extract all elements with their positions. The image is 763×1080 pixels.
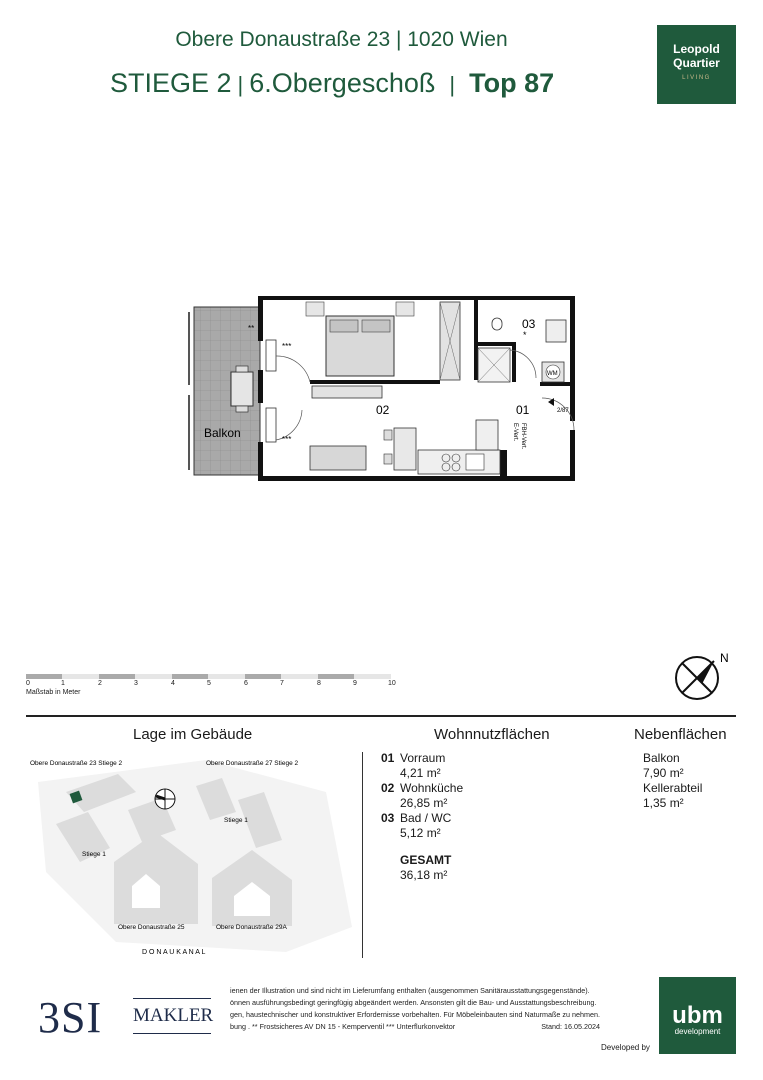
dining-table <box>394 428 416 470</box>
balcony-table <box>231 372 253 406</box>
unit-separator: | <box>237 72 244 97</box>
wm-label: WM <box>547 371 558 377</box>
list-item <box>381 751 581 766</box>
total-value: 36,18 m² <box>400 868 448 882</box>
living-areas-title: Wohnnutzflächen <box>434 726 550 743</box>
wall <box>258 442 263 481</box>
kitchen-counter <box>476 420 498 450</box>
wall <box>258 370 263 403</box>
room-name: Vorraum <box>400 751 446 765</box>
nightstand <box>396 302 414 316</box>
room-name: Wohnküche <box>400 781 464 795</box>
logo-line-3: LIVING <box>682 75 711 81</box>
scale-tick: 1 <box>61 680 65 687</box>
room-number: 01 <box>381 751 395 765</box>
sideboard <box>312 386 382 398</box>
list-item <box>381 781 581 796</box>
map-label: Obere Donaustraße 23 Stiege 2 <box>30 760 123 767</box>
logo-line-1: Leopold <box>673 42 720 56</box>
door-swing <box>276 356 310 382</box>
address: Obere Donaustraße 23 | 1020 Wien <box>175 28 508 51</box>
wall <box>474 342 516 346</box>
disclaimer <box>230 985 600 1033</box>
disclaimer-line: önnen ausführungsbedingt geringfügig abgeändert werden. Ansonsten gilt die Bau- und Ausstattungsbeschreibung. <box>230 998 597 1007</box>
chair <box>384 454 392 464</box>
toilet <box>492 318 502 330</box>
divider <box>26 715 736 717</box>
room-number: 02 <box>381 781 395 795</box>
sink <box>466 454 484 470</box>
nightstand <box>306 302 324 316</box>
balcony-label: Balkon <box>204 426 241 440</box>
unit-floor: 6.Obergeschoß <box>249 68 436 98</box>
secondary-areas-title: Nebenflächen <box>634 726 727 743</box>
3si-logo: 3SI <box>38 993 103 1042</box>
unit-title <box>110 68 554 99</box>
wall <box>570 296 575 421</box>
wall <box>570 430 575 481</box>
chair <box>384 430 392 440</box>
disclaimer-line: ienen der Illustration und sind nicht im Lieferumfang enthalten (ausgenommen Sanitärausstattungsgegenstände). <box>230 986 590 995</box>
wall <box>310 380 440 384</box>
living-areas-list <box>381 751 581 883</box>
scale-tick: 5 <box>207 680 211 687</box>
wall <box>260 476 574 481</box>
room-01-label: 01 <box>516 403 530 417</box>
note-star: * <box>523 330 527 340</box>
wall <box>260 296 574 300</box>
scale-tick: 0 <box>26 680 30 687</box>
compass-north-label: N <box>720 651 729 665</box>
disclaimer-line: bung . ** Frostsicheres AV DN 15 - Kemperventil *** Unterflurkonvektor <box>230 1022 456 1031</box>
leopold-quartier-logo <box>657 25 736 104</box>
location-map <box>26 752 360 962</box>
area-value: 7,90 m² <box>643 766 684 780</box>
logo-line-2: Quartier <box>673 56 720 70</box>
room-area: 26,85 m² <box>400 796 448 810</box>
floor-plan <box>180 290 580 490</box>
washbasin <box>546 320 566 342</box>
unit-top: Top 87 <box>469 68 555 98</box>
unit-separator: | <box>449 72 456 97</box>
area-name: Balkon <box>643 751 680 765</box>
scale-tick: 8 <box>317 680 321 687</box>
compass-needle <box>697 661 714 684</box>
scale-tick: 6 <box>244 680 248 687</box>
scale-tick: 9 <box>353 680 357 687</box>
scale-ticks <box>26 680 398 689</box>
ubm-logo <box>659 977 736 1054</box>
area-name: Kellerabteil <box>643 781 703 795</box>
wall <box>512 342 516 382</box>
disclaimer-line: gen, haustechnischer und konstruktiver Erfordernisse vorbehalten. Für Möbeleinbauten sind Naturmaße zu nehmen. <box>230 1010 600 1019</box>
room-name: Bad / WC <box>400 811 452 825</box>
riser-fbh: FBH-Vert. <box>520 423 526 450</box>
compass <box>668 648 738 704</box>
pillow <box>362 320 390 332</box>
scale-caption: Maßstab in Meter <box>26 689 81 696</box>
map-label: Obere Donaustraße 29A <box>216 924 287 931</box>
balcony-chair <box>236 366 248 372</box>
canal-label: D O N A U K A N A L <box>142 949 206 956</box>
window <box>266 408 276 442</box>
scale-tick: 10 <box>388 680 396 687</box>
total-label: GESAMT <box>400 853 452 867</box>
secondary-areas-list <box>643 751 743 811</box>
pillow <box>330 320 358 332</box>
stand-date: Stand: 16.05.2024 <box>541 1022 600 1031</box>
note-triple-star: *** <box>282 342 292 351</box>
makler-logo-word: MAKLER <box>133 998 211 1034</box>
room-02-label: 02 <box>376 403 390 417</box>
wall <box>540 382 574 386</box>
ubm-word: development <box>674 1027 721 1036</box>
disclaimer-line-last <box>230 1021 600 1033</box>
scale-tick: 3 <box>134 680 138 687</box>
map-label: Obere Donaustraße 27 Stiege 2 <box>206 760 299 767</box>
riser-e: E-Vert. <box>512 423 518 442</box>
scale-tick: 7 <box>280 680 284 687</box>
developed-by-label: Developed by <box>601 1043 650 1052</box>
balcony-chair <box>236 406 248 412</box>
map-label: Obere Donaustraße 25 <box>118 924 185 931</box>
door-swing <box>542 398 574 430</box>
room-03-label: 03 <box>522 317 536 331</box>
map-label: Stiege 1 <box>82 851 106 858</box>
map-label: Stiege 1 <box>224 817 248 824</box>
scale-tick: 4 <box>171 680 175 687</box>
kitchen-counter <box>418 450 500 474</box>
room-area: 5,12 m² <box>400 826 441 840</box>
room-number: 03 <box>381 811 395 825</box>
window <box>266 340 276 371</box>
door-number: 2/87 <box>557 408 569 414</box>
area-value: 1,35 m² <box>643 796 684 810</box>
scale-tick: 2 <box>98 680 102 687</box>
location-title: Lage im Gebäude <box>133 726 253 743</box>
sofa <box>310 446 366 470</box>
note-double-star: ** <box>248 324 255 333</box>
room-area: 4,21 m² <box>400 766 441 780</box>
wall <box>500 450 507 476</box>
wall <box>474 300 478 380</box>
column-divider <box>362 752 363 958</box>
unit-stiege: STIEGE 2 <box>110 68 232 98</box>
note-triple-star: *** <box>282 435 292 444</box>
ubm-mark: ubm <box>672 1002 723 1029</box>
wall <box>258 296 263 341</box>
list-item <box>381 811 581 826</box>
